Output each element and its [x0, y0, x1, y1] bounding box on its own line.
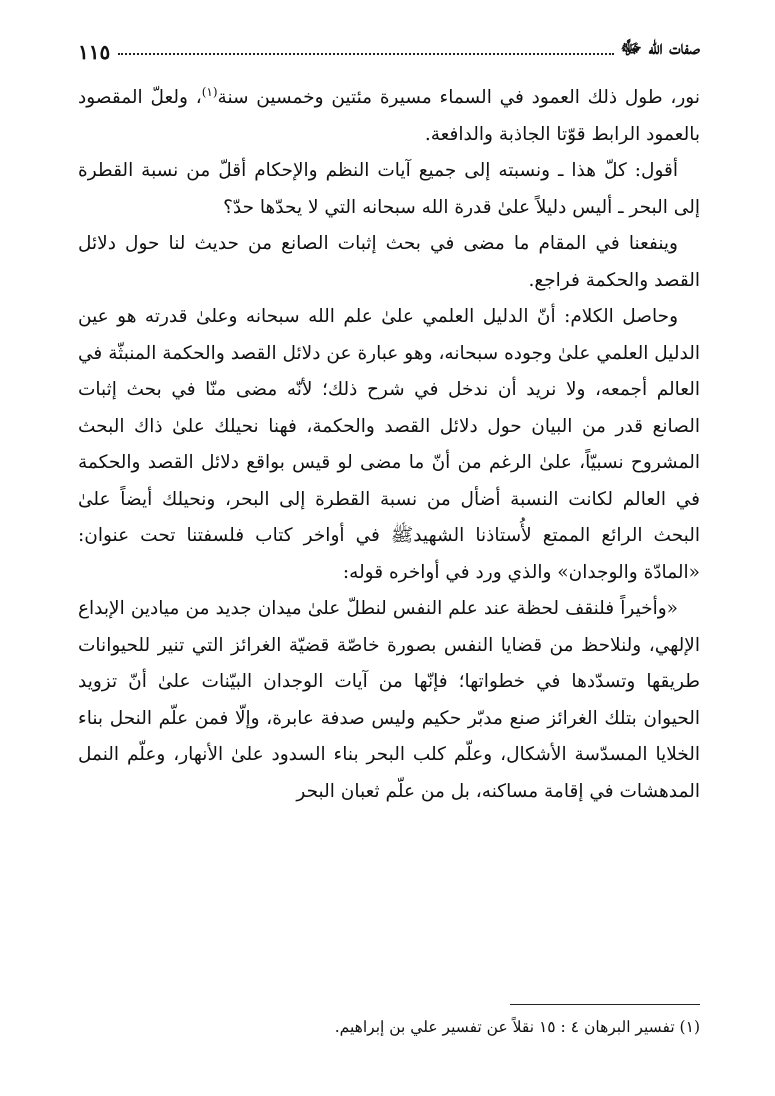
- paragraph-3: وينفعنا في المقام ما مضى في بحث إثبات الصانع من حديث لنا حول دلائل القصد والحكمة فراجع.: [78, 233, 700, 291]
- running-header: [78, 28, 700, 64]
- paragraph-1: [78, 80, 700, 153]
- paragraph-4: وحاصل الكلام: أنّ الدليل العلمي علىٰ علم الله سبحانه وعلىٰ قدرته هو عين الدليل العلمي علىٰ وجوده سبحانه، وهو عبارة عن دلائل القصد والحكمة المنبثّة في العالم أجمعه، ولا نريد أن ندخل في شرح ذلك؛ لأنّه مضى منّا في بحث إثبات الصانع قدر من البيان حول دلائل القصد والحكمة، فهنا نحيلك علىٰ ذاك البحث المشروح نسبيّاً، علىٰ الرغم من أنّ ما مضى لو قيس بواقع دلائل القصد والحكمة في العالم لكانت النسبة أضأل من نسبة القطرة إلى البحر، ونحيلك أيضاً علىٰ البحث الرائع الممتع لأُستاذنا الشهيدﷺ في أواخر كتاب فلسفتنا تحت عنوان: «المادّة والوجدان» والذي ورد في أواخره قوله:: [78, 306, 700, 583]
- running-title: صفات الله ﷻ: [620, 37, 700, 59]
- paragraph-5-quotation: «وأخيراً فلنقف لحظة عند علم النفس لنطلّ علىٰ ميدان جديد من ميادين الإبداع الإلهي، ولنلاحظ من قضايا النفس بصورة خاصّة قضيّة الغرائز التي تنير للحيوانات طريقها وتسدّدها في خطواتها؛ فإنّها من آيات الوجدان البيّنات علىٰ أنّ تزويد الحيوان بتلك الغرائز صنع مدبّر حكيم وليس صدفة عابرة، وإلّا فمن علّم النحل بناء الخلايا المسدّسة الأشكال، وعلّم كلب البحر بناء السدود علىٰ الأنهار، وعلّم النمل المدهشات في إقامة مساكنه، بل من علّم ثعبان البحر: [78, 598, 700, 802]
- footnote: (١) تفسير البرهان ٤ : ١٥ نقلاً عن تفسير علي بن إبراهيم.: [334, 1018, 700, 1036]
- paragraph-1-text-start: نور، طول ذلك العمود في السماء مسيرة مئتين وخمسين سنة: [217, 87, 700, 108]
- book-page: [78, 28, 700, 1068]
- footnote-reference[interactable]: (١): [201, 84, 218, 99]
- main-text: [78, 80, 700, 810]
- paragraph-1-text-end: ، ولعلّ المقصود بالعمود الرابط قوّتا الجاذبة والدافعة.: [78, 87, 700, 145]
- leader-dots: [118, 43, 614, 55]
- footnote-separator: [510, 1004, 700, 1005]
- paragraph-2: أقول: كلّ هذا ـ ونسبته إلى جميع آيات النظم والإحكام أقلّ من نسبة القطرة إلى البحر ـ أليس دليلاً علىٰ قدرة الله سبحانه التي لا يحدّها حدّ؟: [78, 160, 700, 218]
- page-number: ١١٥: [78, 40, 111, 64]
